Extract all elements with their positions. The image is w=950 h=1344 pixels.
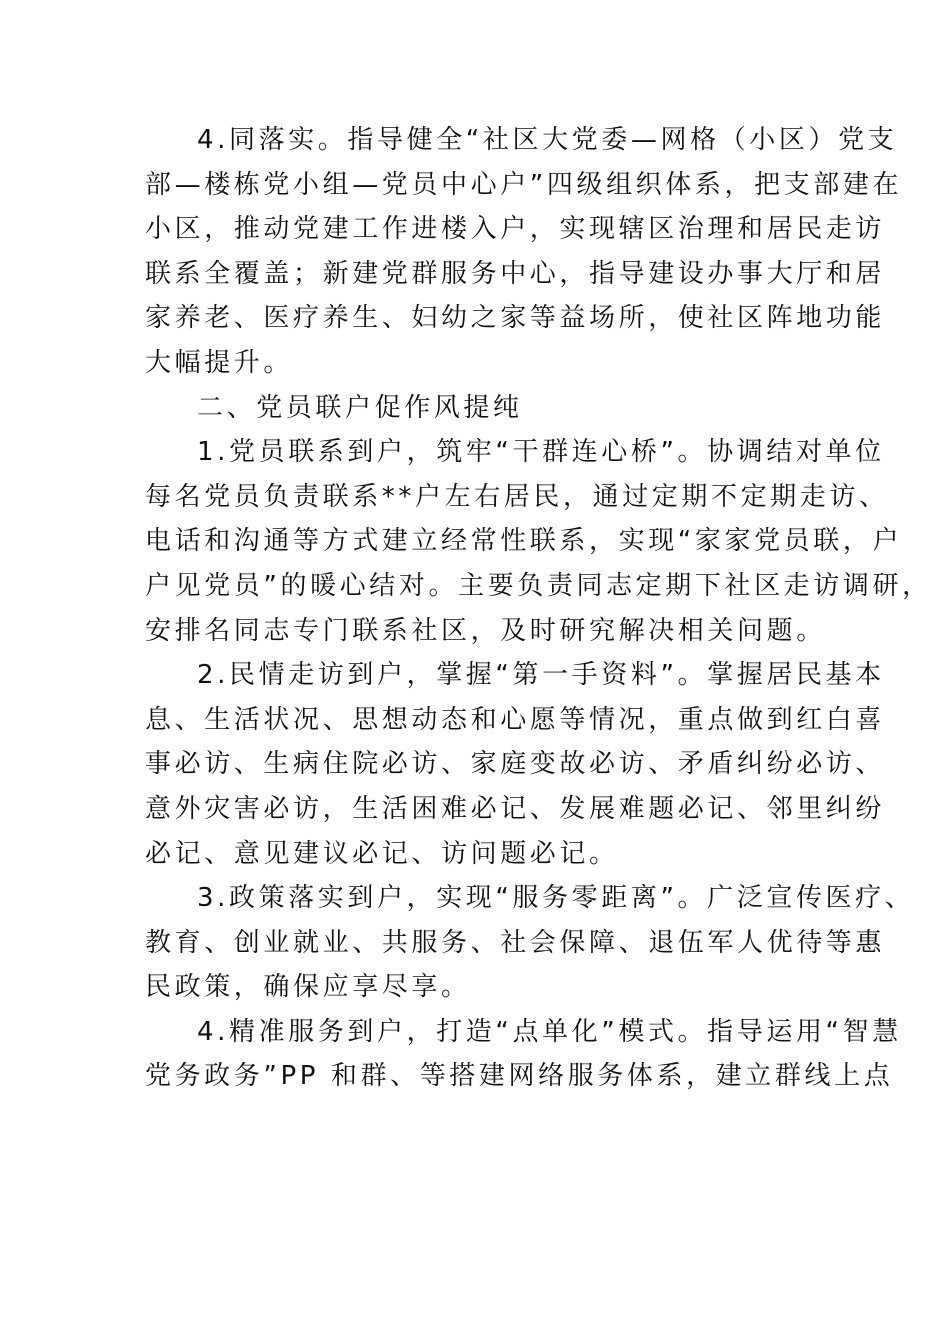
- text-line: 二、党员联户促作风提纯: [197, 392, 523, 423]
- text-line: 党务政务”PP 和群、等搭建网络服务体系，建立群线上点: [145, 1061, 894, 1092]
- text-line: 户见党员”的暖心结对。主要负责同志定期下社区走访调研，: [145, 570, 932, 601]
- paragraph: [145, 430, 932, 653]
- text-line: 电话和沟通等方式建立经常性联系，实现“家家党员联，户: [145, 526, 903, 557]
- text-line: 大幅提升。: [145, 347, 294, 378]
- text-line: 4.同落实。指导健全“社区大党委—网格（小区）党支: [197, 125, 898, 155]
- text-line: 民政策，确保应享尽享。: [145, 972, 471, 1003]
- paragraph: [145, 1010, 902, 1099]
- text-line: 息、生活状况、思想动态和心愿等情况，重点做到红白喜: [145, 704, 886, 735]
- text-line: 意外灾害必访，生活困难必记、发展难题必记、邻里纠纷: [145, 793, 886, 824]
- document-body: [145, 118, 932, 1099]
- text-line: 小区，推动党建工作进楼入户，实现辖区治理和居民走访: [145, 214, 886, 245]
- text-line: 部—楼栋党小组—党员中心户”四级组织体系，把支部建在: [145, 169, 903, 200]
- text-line: 家养老、医疗养生、妇幼之家等益场所，使社区阵地功能: [145, 303, 886, 334]
- text-line: 教育、创业就业、共服务、社会保障、退伍军人优待等惠: [145, 927, 886, 958]
- text-line: 事必访、生病住院必访、家庭变故必访、矛盾纠纷必访、: [145, 749, 886, 780]
- text-line: 安排名同志专门联系社区，及时研究解决相关问题。: [145, 615, 826, 646]
- text-line: 联系全覆盖；新建党群服务中心，指导建设办事大厅和居: [145, 258, 886, 289]
- text-line: 2.民情走访到户，掌握“第一手资料”。掌握居民基本: [197, 660, 885, 691]
- text-line: 每名党员负责联系**户左右居民，通过定期不定期走访、: [145, 481, 889, 512]
- text-line: 4.精准服务到户，打造“点单化”模式。指导运用“智慧: [197, 1016, 902, 1047]
- paragraph: [145, 118, 903, 386]
- text-line: 必记、意见建议必记、访问题必记。: [145, 838, 619, 869]
- paragraph: [145, 876, 915, 1010]
- paragraph: [145, 653, 886, 876]
- text-line: 3.政策落实到户，实现“服务零距离”。广泛宣传医疗、: [197, 883, 915, 914]
- text-line: 1.党员联系到户，筑牢“干群连心桥”。协调结对单位: [197, 437, 885, 468]
- section-heading: [145, 386, 845, 431]
